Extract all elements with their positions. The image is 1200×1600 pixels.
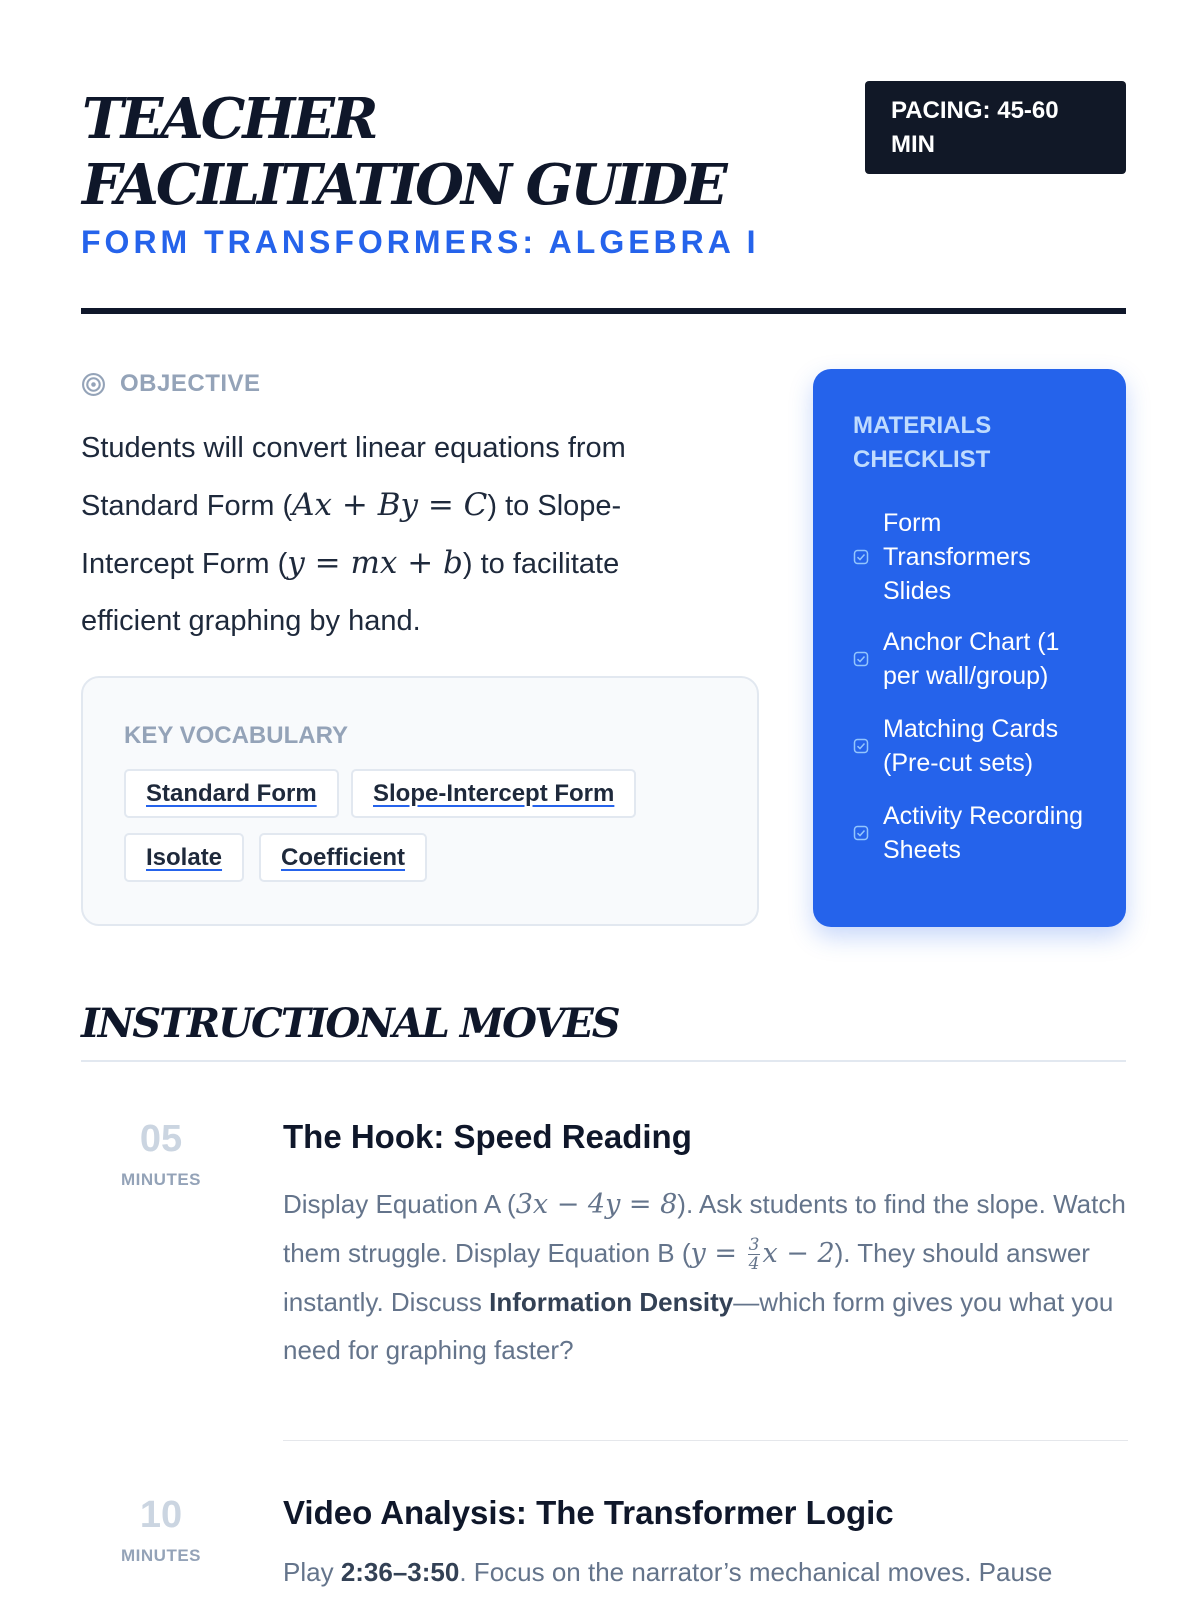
page-title: TEACHER FACILITATION GUIDE <box>82 86 725 218</box>
checkbox-icon[interactable] <box>853 825 869 841</box>
checkbox-icon[interactable] <box>853 549 869 565</box>
move-description: Display Equation A (3x − 4y = 8). Ask students to find the slope. Watch them struggle. Display Equation B (y = $\frac{3}{4}$ x − 2). They should answer instantly. Discuss Information Density—which form gives you what you need for graphing faster? <box>283 1189 1126 1365</box>
materials-checklist-panel <box>813 369 1126 927</box>
move-minutes-label: MINUTES <box>121 1170 201 1189</box>
standard-form-equation: Ax + By = C <box>292 487 488 523</box>
move-title: The Hook: Speed Reading <box>283 1118 692 1155</box>
objective-heading <box>81 370 261 398</box>
material-label: Matching Cards (Pre-cut sets) <box>883 715 1059 777</box>
vocab-term-slope-intercept-form[interactable]: Slope-Intercept Form <box>351 769 636 818</box>
vocab-term-standard-form[interactable]: Standard Form <box>124 769 339 818</box>
move-minutes: 05 <box>139 1118 183 1160</box>
checkbox-icon[interactable] <box>853 651 869 667</box>
objective-text: Students will convert linear equations from Standard Form (Ax + By = C) to Slope-Intercept Form (y = mx + b) to facilitate efficient graphing by hand. <box>81 432 626 637</box>
target-icon <box>81 372 106 397</box>
material-item[interactable] <box>853 799 1093 867</box>
vocabulary-title: KEY VOCABULARY <box>124 722 349 749</box>
vocab-term-isolate[interactable]: Isolate <box>124 833 244 882</box>
move-title: Video Analysis: The Transformer Logic <box>283 1494 894 1531</box>
checkbox-icon[interactable] <box>853 738 869 754</box>
material-item[interactable] <box>853 506 1053 608</box>
move-minutes-label: MINUTES <box>121 1546 201 1565</box>
page-subtitle: FORM TRANSFORMERS: ALGEBRA I <box>81 224 760 260</box>
material-label: Activity Recording Sheets <box>883 802 1084 864</box>
material-label: Form Transformers Slides <box>883 509 1031 605</box>
timestamp-range: 2:36–3:50 <box>340 1557 460 1587</box>
slope-intercept-equation: y = mx + b <box>287 545 463 581</box>
key-vocabulary-card <box>81 676 759 926</box>
materials-title: MATERIALS CHECKLIST <box>853 412 992 473</box>
instructional-moves-title: INSTRUCTIONAL MOVES <box>81 1000 619 1047</box>
material-item[interactable] <box>853 712 1083 780</box>
objective-label: OBJECTIVE <box>120 370 261 397</box>
header-divider <box>81 308 1126 314</box>
emphasis-term: Information Density <box>489 1287 734 1317</box>
move-minutes: 10 <box>139 1494 183 1536</box>
equation-a: 3x − 4y = 8 <box>515 1189 678 1220</box>
material-item[interactable] <box>853 625 1073 693</box>
move-separator <box>283 1440 1128 1441</box>
material-label: Anchor Chart (1 per wall/group) <box>883 628 1060 690</box>
pacing-badge: PACING: 45-60 MIN <box>865 81 1126 174</box>
move-description: Play 2:36–3:50. Focus on the narrator’s mechanical moves. Pause <box>283 1557 1053 1587</box>
equation-b: y = $\frac{3}{4}$ x − 2 <box>690 1235 835 1274</box>
vocab-term-coefficient[interactable]: Coefficient <box>259 833 427 882</box>
fraction: $\frac{3}{4}$ <box>748 1235 760 1274</box>
moves-divider <box>81 1060 1126 1062</box>
